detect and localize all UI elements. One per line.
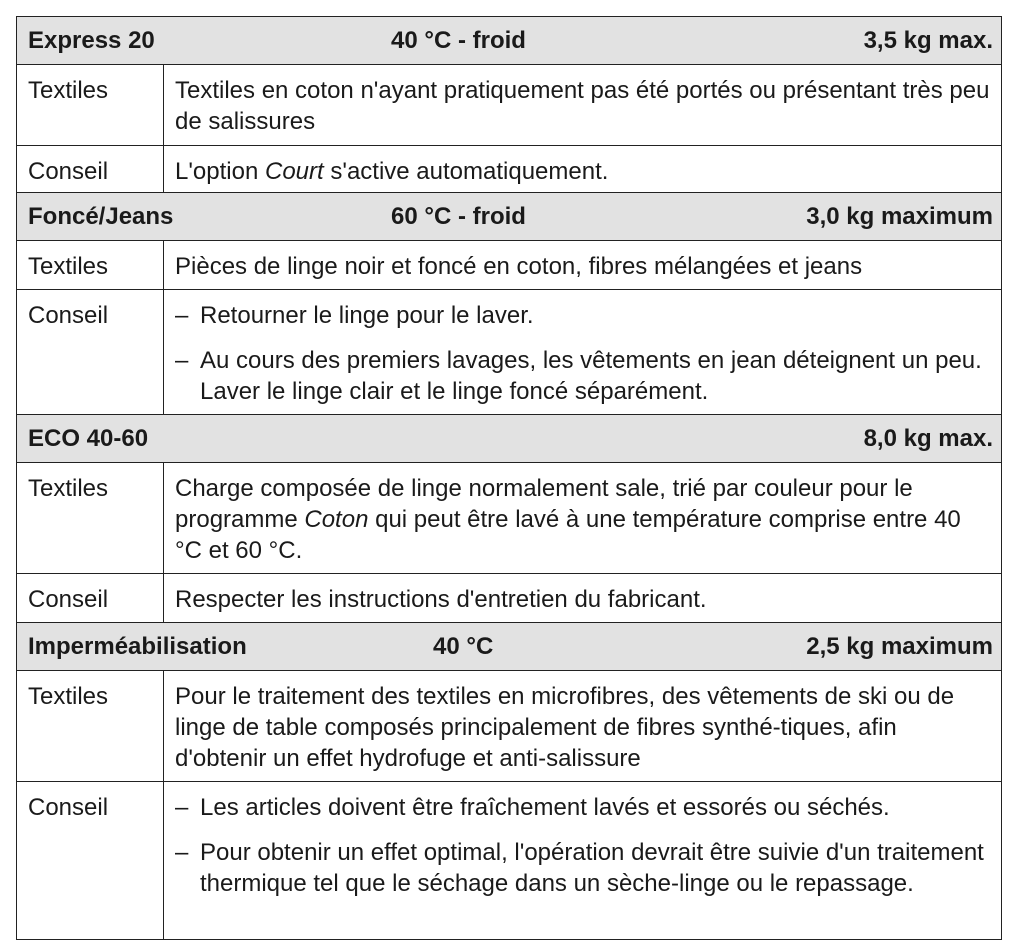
conseil-item-text: Pour obtenir un effet optimal, l'opération devrait être suivie d'un traitement thermique tel que le séchage dans un sèche-linge ou le repassage. [200,839,984,897]
dash-bullet: – [175,839,189,866]
textiles-row [17,241,1001,290]
textiles-text-part: Charge composée de linge normalement sale, trié par couleur pour le programme [175,475,913,533]
program-load: 2,5 kg maximum [806,633,993,660]
conseil-row [17,574,1001,623]
conseil-text [164,146,1001,192]
textiles-text: Textiles en coton n'ayant pratiquement pas été portés ou présentant très peu de salissures [175,77,990,135]
program-header-eco-40-60 [17,415,1001,463]
program-temperature: 40 °C [433,633,494,660]
conseil-text-part: s'active automatiquement. [323,158,609,185]
row-label-conseil: Conseil [17,782,164,939]
textiles-text: Pièces de linge noir et foncé en coton, fibres mélangées et jeans [175,253,863,280]
conseil-item [175,345,991,407]
conseil-text-part: L'option [175,158,265,185]
textiles-row [17,671,1001,782]
program-temperature: 40 °C - froid [391,27,526,54]
conseil-item-text: Au cours des premiers lavages, les vêtements en jean déteignent un peu. Laver le linge clair et le linge foncé séparément. [200,347,982,405]
row-label-textiles: Textiles [17,463,164,573]
dash-bullet: – [175,302,189,329]
row-label-textiles: Textiles [17,671,164,781]
textiles-text: Pour le traitement des textiles en microfibres, des vêtements de ski ou de linge de table composés principalement de fibres synthé-tiques, afin d'obtenir un effet hydrofuge et anti-salissure [175,683,955,772]
program-name: Foncé/Jeans [28,203,174,230]
conseil-item [175,837,991,899]
conseil-item [175,792,991,823]
row-label-conseil: Conseil [17,290,164,414]
option-name-court: Court [265,158,324,185]
conseil-row [17,290,1001,415]
program-load: 8,0 kg max. [863,425,993,452]
program-header-fonce-jeans [17,193,1001,241]
conseil-row [17,782,1001,939]
conseil-item-text: Les articles doivent être fraîchement lavés et essorés ou séchés. [200,794,890,821]
program-temperature: 60 °C - froid [391,203,526,230]
program-name: Express 20 [28,27,155,54]
program-load: 3,5 kg max. [863,27,993,54]
conseil-list [164,782,1001,939]
row-label-textiles: Textiles [17,241,164,289]
textiles-row [17,65,1001,146]
program-load: 3,0 kg maximum [806,203,993,230]
program-name: Imperméabilisation [28,633,247,660]
program-name-coton: Coton [304,506,369,533]
row-label-conseil: Conseil [17,146,164,192]
program-name: ECO 40-60 [28,425,149,452]
conseil-item [175,300,991,331]
program-table [16,16,1002,940]
conseil-text: Respecter les instructions d'entretien du fabricant. [175,586,707,613]
program-header-express-20 [17,17,1001,65]
row-label-conseil: Conseil [17,574,164,622]
conseil-item-text: Retourner le linge pour le laver. [200,302,534,329]
textiles-text-part: qui peut être lavé à une température comprise entre 40 °C et 60 °C. [175,506,961,564]
program-header-impermeabilisation [17,623,1001,671]
dash-bullet: – [175,794,189,821]
conseil-row [17,146,1001,193]
dash-bullet: – [175,347,189,374]
conseil-list [164,290,1001,414]
textiles-text [164,463,1001,573]
row-label-textiles: Textiles [17,65,164,145]
textiles-row [17,463,1001,574]
